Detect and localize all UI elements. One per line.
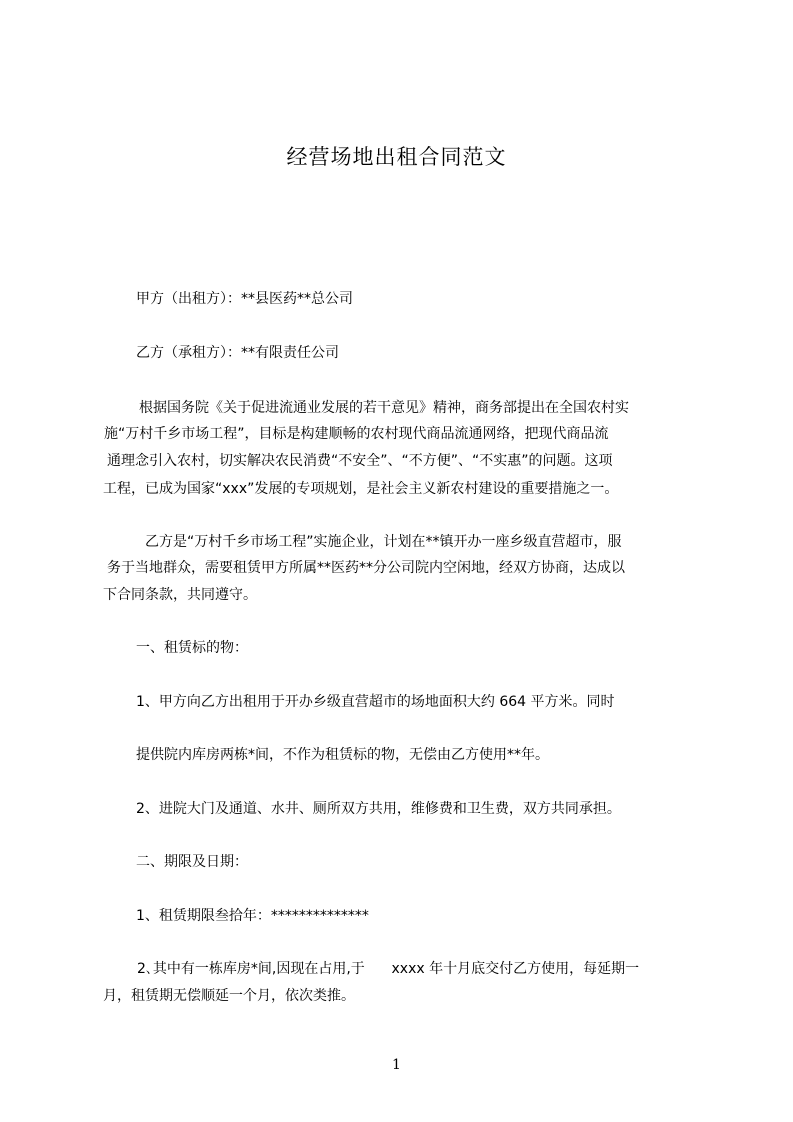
clause-line: 1、租赁期限叁拾年：************** <box>136 908 369 924</box>
paragraph-line: 施“万村千乡市场工程”，目标是构建顺畅的农村现代商品流通网络，把现代商品流 <box>104 426 609 442</box>
document-title: 经营场地出租合同范文 <box>286 145 507 169</box>
clause-line: 月，租赁期无偿顺延一个月，依次类推。 <box>103 988 355 1004</box>
clause-line: 2、进院大门及通道、水井、厕所双方共用，维修费和卫生费，双方共同承担。 <box>136 801 621 817</box>
page-number: 1 <box>392 1057 401 1073</box>
party-b-line: 乙方（承租方）：**有限责任公司 <box>136 345 339 361</box>
paragraph-line: 根据国务院《关于促进流通业发展的若干意见》精神，商务部提出在全国农村实 <box>139 400 629 416</box>
paragraph-line: 工程，已成为国家“xxx”发展的专项规划，是社会主义新农村建设的重要措施之一。 <box>103 481 619 497</box>
clause-line: 1、甲方向乙方出租用于开办乡级直营超市的场地面积大约 664 平方米。同时 <box>136 694 615 710</box>
clause-line: 提供院内库房两栋*间，不作为租赁标的物，无偿由乙方使用**年。 <box>136 747 549 763</box>
clause-line: 2､其中有一栋库房*间,因现在占用,于 xxxx 年十月底交付乙方使用，每延期一 <box>137 961 640 977</box>
section-heading-2: 二、期限及日期： <box>136 854 248 870</box>
paragraph-line: 下合同条款，共同遵守。 <box>103 587 257 603</box>
section-heading-1: 一、租赁标的物： <box>136 640 248 656</box>
party-a-line: 甲方（出租方）：**县医药**总公司 <box>136 291 353 307</box>
paragraph-line: 乙方是“万村千乡市场工程”实施企业，计划在**镇开办一座乡级直营超市，服 <box>145 534 622 550</box>
paragraph-line: 通理念引入农村，切实解决农民消费“不安全”、“不方便”、“不实惠”的问题。这项 <box>107 453 613 469</box>
paragraph-line: 务于当地群众，需要租赁甲方所属**医药**分公司院内空闲地，经双方协商，达成以 <box>107 560 625 576</box>
